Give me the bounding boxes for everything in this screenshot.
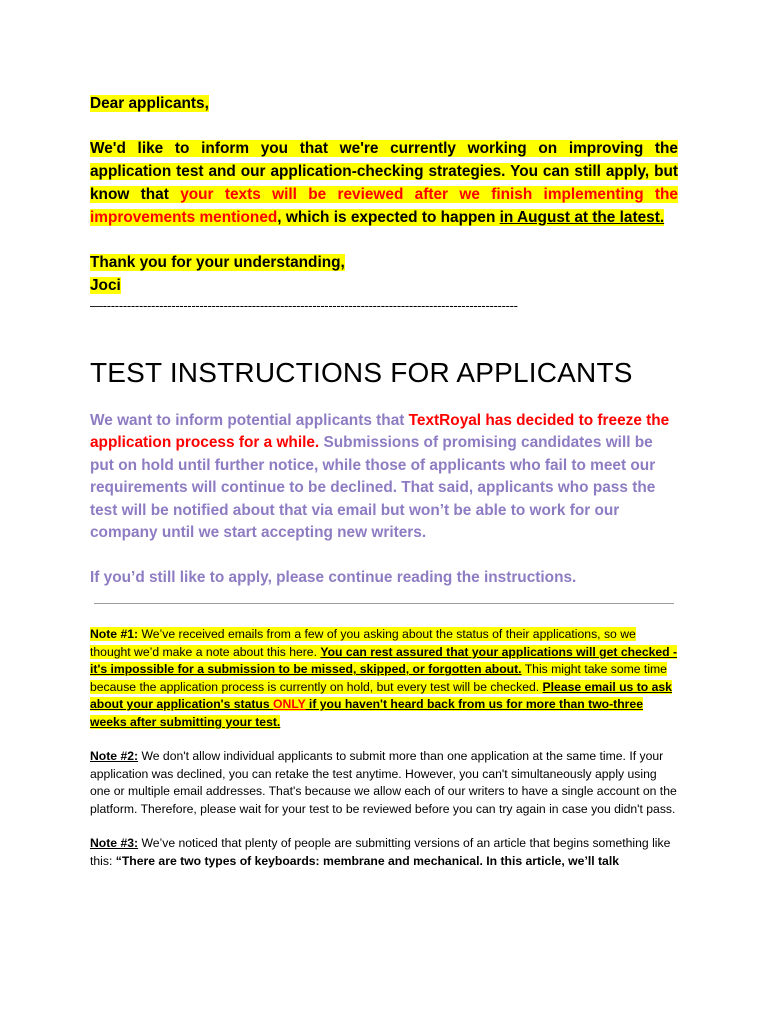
intro-section <box>90 410 678 590</box>
intro-paragraph: We want to inform potential applicants that TextRoyal has decided to freeze the application process for a while. Submissions of promising candidates will be put on hold until further notice, while those of applicants who fail to meet our requirements will continue to be declined. That said, applicants who pass the test will be notified about that via email but won’t be able to work for our company until we start accepting new writers. <box>90 411 670 542</box>
intro-red-text: TextRoyal has decided to freeze the application process for a while. <box>90 411 670 452</box>
note-3: Note #3: We’ve noticed that plenty of people are submitting versions of an article that begins something like this: “There are two types of keyboards: membrane and mechanical. In this article, we’ll talk <box>90 836 671 868</box>
continue-reading-line: If you’d still like to apply, please continue reading the instructions. <box>90 568 577 586</box>
page-title: TEST INSTRUCTIONS FOR APPLICANTS <box>90 357 633 388</box>
only-emphasis: ONLY <box>273 697 306 712</box>
notice-paragraph: We'd like to inform you that we're currently working on improving the application test and our application-checking strategies. You can still apply, but know that your texts will be reviewed after we finish implementing the improvements mentioned, which is expected to happen in August at the latest. <box>90 140 678 226</box>
note-1: Note #1: We’ve received emails from a few of you asking about the status of their applications, so we thought we’d make a note about this here. You can rest assured that your applications will get checked - it's impossible for a submission to be missed, skipped, or forgotten about. This might take some time because the application process is currently on hold, but every test will be checked. Please email us to ask about your application's status ONLY if you haven't heard back from us for more than two-three weeks after submitting your test. <box>90 627 678 729</box>
note-2: Note #2: We don't allow individual applicants to submit more than one application at the same time. If your application was declined, you can retake the test anytime. However, you can't simultaneously apply using one or multiple email addresses. That's because we allow each of our writers to have a single account on the platform. Therefore, please wait for your test to be reviewed before you can try again in case you didn't pass. <box>90 749 677 816</box>
thanks-line: Thank you for your understanding, <box>90 254 345 271</box>
notice-deadline: in August at the latest. <box>499 209 665 226</box>
horizontal-divider <box>94 603 674 604</box>
notes-section <box>90 626 678 870</box>
keyboard-quote: “There are two types of keyboards: membrane and mechanical. In this article, we’ll talk <box>115 853 619 868</box>
greeting: Dear applicants, <box>90 95 209 112</box>
dashed-separator: —------------------------------------------------------------------------------------------------------- <box>90 299 518 313</box>
notice-letter <box>90 92 678 313</box>
notice-red-text: your texts will be reviewed after we finish implementing the improvements mentioned <box>90 186 678 226</box>
document-page <box>90 92 678 870</box>
signature: Joci <box>90 277 121 294</box>
